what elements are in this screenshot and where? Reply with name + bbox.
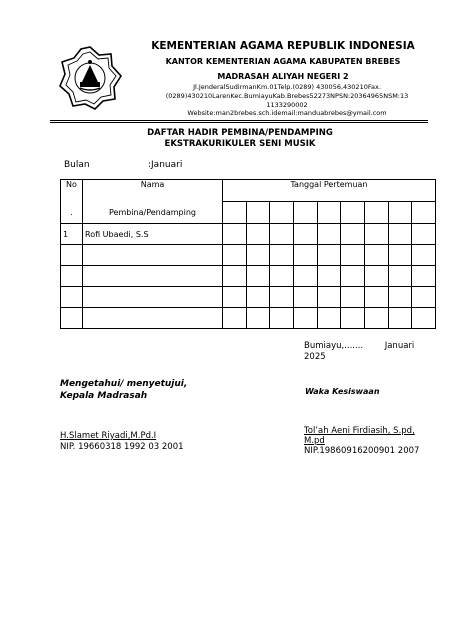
principal-title-line-2: Kepala Madrasah [60, 391, 148, 401]
address-line-4: Website:man2brebes.sch.idemail:manduabrebes@ymail.com [187, 109, 387, 118]
date-cell [317, 202, 341, 224]
date-cell [246, 202, 270, 224]
col-no-subheader: . [61, 202, 83, 224]
place-date-line-1: Bumiayu,....... Januari [304, 341, 415, 351]
table-header-row [61, 180, 436, 202]
table-row [61, 287, 436, 308]
vice-principal-name [304, 426, 432, 446]
principal-title [60, 378, 187, 402]
table-row [61, 224, 436, 245]
school-heading: MADRASAH ALIYAH NEGERI 2 [217, 72, 349, 81]
table-subheader-row [61, 202, 436, 224]
vice-principal-title: Waka Kesiswaan [305, 387, 380, 396]
col-no-header: No [61, 180, 83, 202]
address-line-2: (0289)430210LarenKec.BumiayuKab.Brebes52273NPSN:20364965NSM:13 [165, 91, 409, 100]
principal-nip: NIP. 19660318 1992 03 2001 [60, 442, 184, 452]
letterhead-rule-thin [50, 122, 428, 123]
place-date [304, 341, 414, 363]
month-label: Bulan [64, 160, 90, 170]
row-number [61, 266, 83, 287]
principal-title-line-1: Mengetahui/ menyetujui, [60, 379, 188, 389]
row-number [61, 308, 83, 329]
vice-principal-name-line-1: Tol’ah Aeni Firdiasih, S.pd, [304, 426, 415, 436]
ministry-heading: KEMENTERIAN AGAMA REPUBLIK INDONESIA [151, 40, 415, 52]
table-row [61, 245, 436, 266]
table-row [61, 308, 436, 329]
place-date-line-2: 2025 [304, 352, 326, 362]
row-name [83, 266, 223, 287]
principal-name: H.Slamet Riyadi,M.Pd.I [60, 431, 157, 441]
row-name [83, 287, 223, 308]
letterhead-rule-thick [50, 120, 428, 121]
table-row [61, 266, 436, 287]
date-cell [223, 202, 247, 224]
document-title: DAFTAR HADIR PEMBINA/PENDAMPING [147, 128, 333, 138]
row-name: Rofi Ubaedi, S.S [83, 224, 223, 245]
row-number [61, 245, 83, 266]
row-name [83, 308, 223, 329]
date-cell [341, 202, 365, 224]
address-line-1: Jl.JenderalSudirmanKm.01Telp.(0289) 430056,430210Fax. [193, 83, 381, 91]
document-subtitle: EKSTRAKURIKULER SENI MUSIK [164, 139, 316, 149]
date-cell [293, 202, 317, 224]
col-name-subheader: Pembina/Pendamping [83, 202, 223, 224]
address-line-3: 1133290002 [266, 100, 308, 109]
row-number [61, 287, 83, 308]
date-cell [270, 202, 294, 224]
col-dates-header: Tanggal Pertemuan [223, 180, 436, 202]
date-cell [412, 202, 436, 224]
address-block [146, 83, 428, 118]
vice-principal-nip: NIP.19860916200901 2007 [304, 446, 420, 456]
row-name [83, 245, 223, 266]
month-value: :Januari [148, 160, 183, 170]
office-heading: KANTOR KEMENTERIAN AGAMA KABUPATEN BREBES [165, 57, 401, 66]
vice-principal-name-line-2: M.pd [304, 436, 325, 446]
row-number: 1 [61, 224, 83, 245]
ministry-logo [58, 46, 122, 110]
attendance-table [60, 179, 436, 329]
date-cell [364, 202, 388, 224]
col-name-header: Nama [83, 180, 223, 202]
date-cell [388, 202, 412, 224]
